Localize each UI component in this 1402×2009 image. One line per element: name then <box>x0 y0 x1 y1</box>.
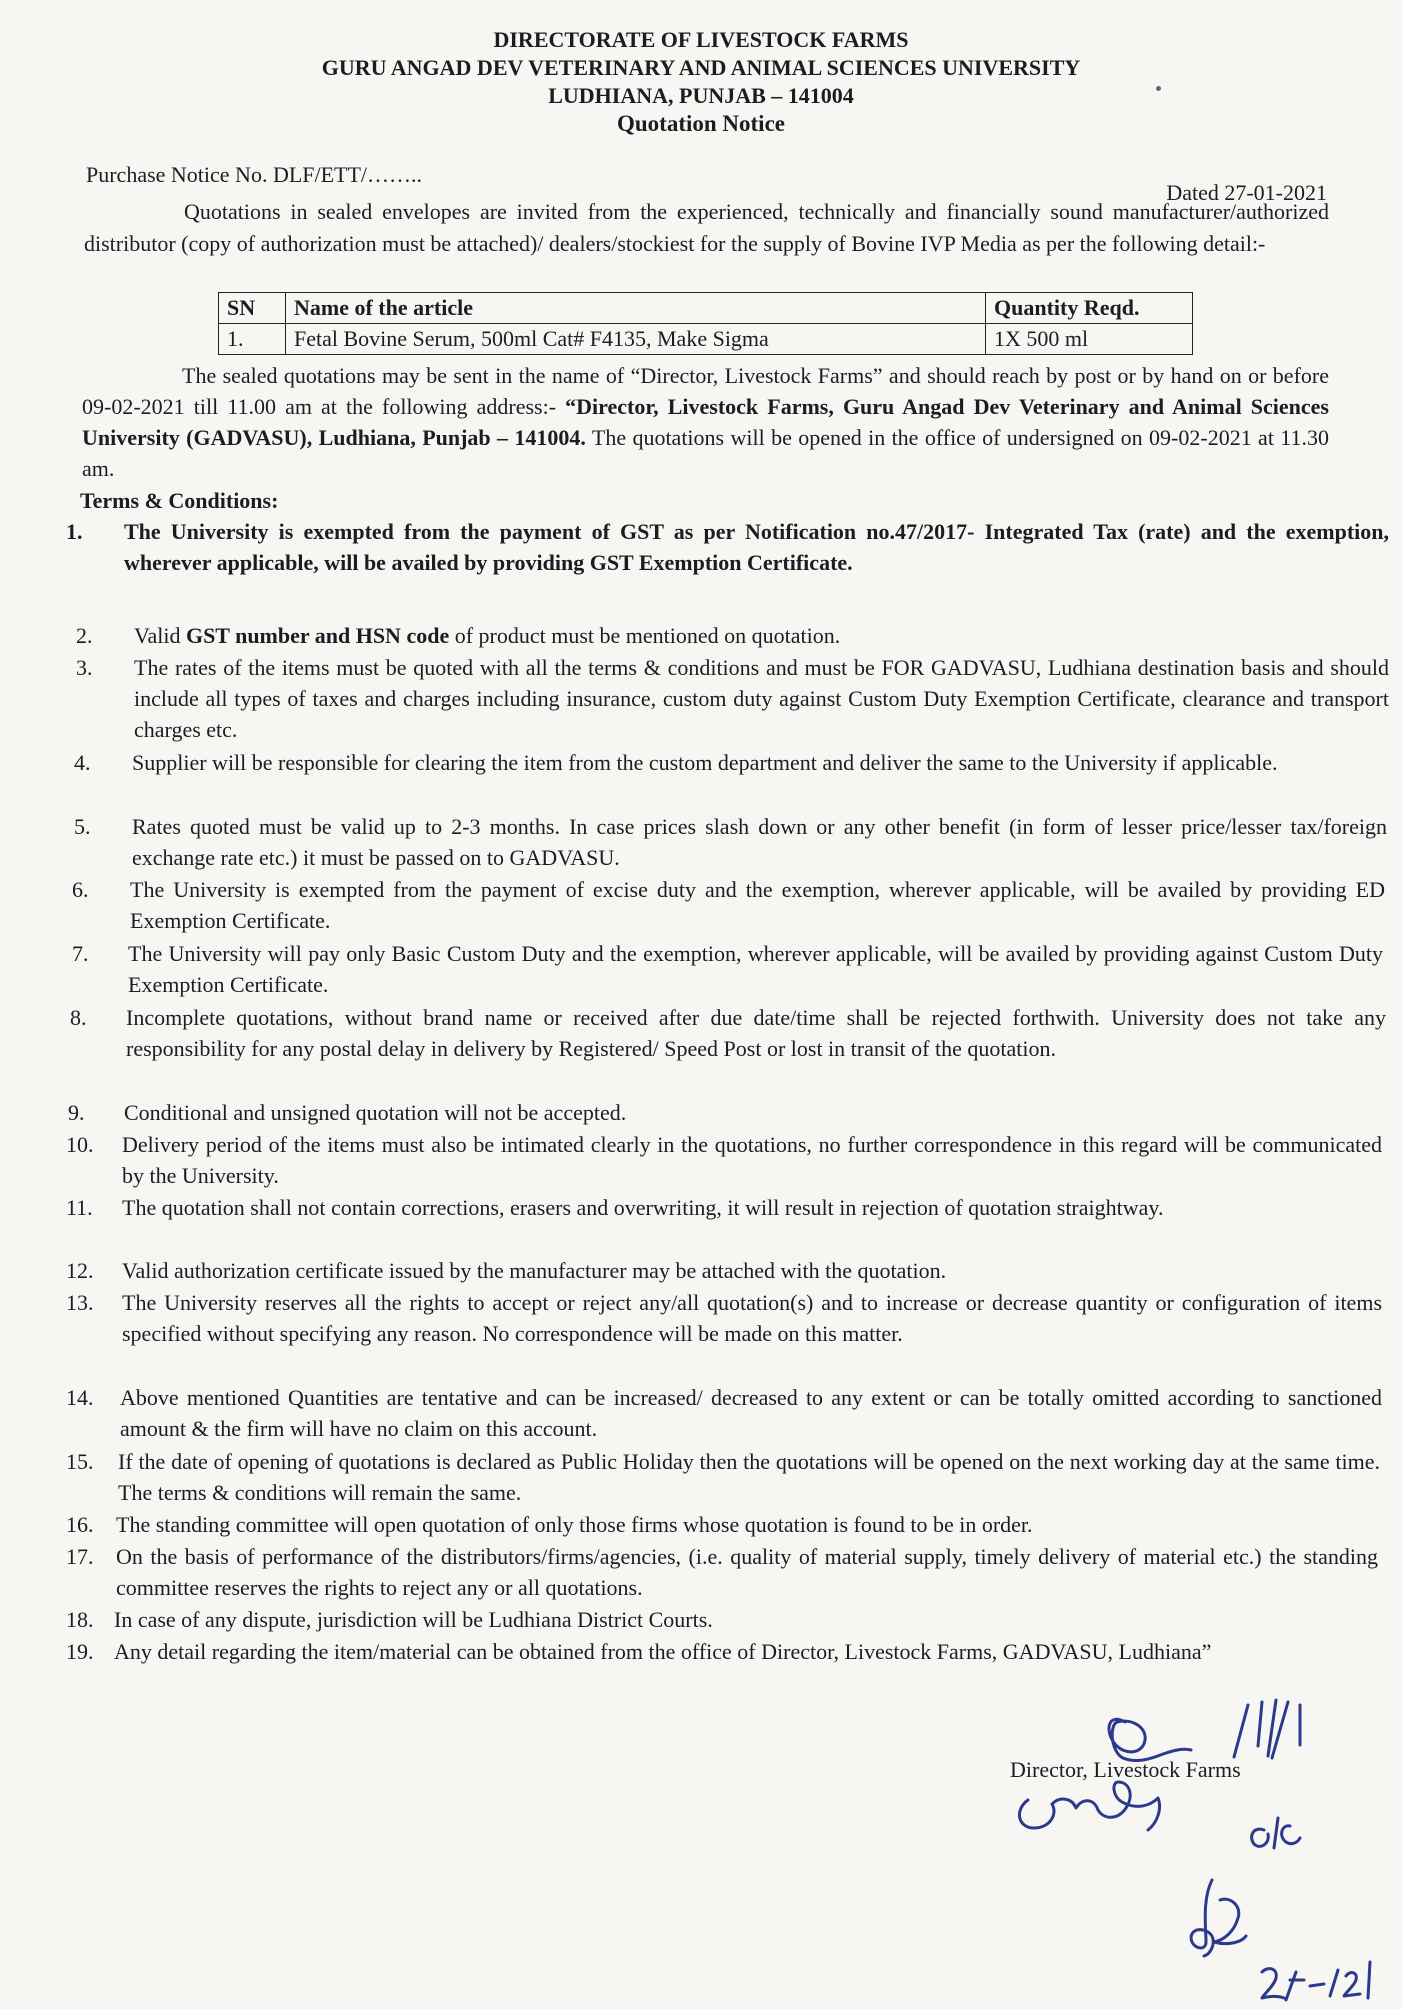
term-number: 2. <box>76 623 93 648</box>
term-number: 11. <box>66 1195 93 1220</box>
cell-quantity: 1X 500 ml <box>986 324 1193 355</box>
term-text: Valid authorization certificate issued by the manufacturer may be attached with the quotation. <box>122 1258 947 1283</box>
col-header-article: Name of the article <box>286 293 986 324</box>
term-text: Any detail regarding the item/material can be obtained from the office of Director, Livestock Farms, GADVASU, Ludhiana” <box>114 1639 1212 1664</box>
submission-text: The sealed quotations may be sent in the name of “Director, Livestock Farms” and should reach by post or by hand on or before 09-02-2021 till 11.00 am at the following address:- <box>82 363 1329 419</box>
term-text: Rates quoted must be valid up to 2-3 months. In case prices slash down or any other benefit (in form of lesser price/lesser tax/foreign exchange rate etc.) it must be passed on to GADVASU. <box>132 814 1387 870</box>
term-number: 19. <box>66 1639 94 1664</box>
term-number: 15. <box>66 1449 94 1474</box>
term-number: 14. <box>66 1385 94 1410</box>
date-mark-bottom <box>1262 1962 1370 2000</box>
term-text: The quotation shall not contain corrections, erasers and overwriting, it will result in rejection of quotation straightway. <box>122 1195 1164 1220</box>
term-number: 17. <box>66 1544 94 1569</box>
term-text-part: of product must be mentioned on quotation. <box>449 623 841 648</box>
terms-heading: Terms & Conditions: <box>80 488 279 513</box>
term-text: In case of any dispute, jurisdiction will be Ludhiana District Courts. <box>114 1607 713 1632</box>
term-text: The standing committee will open quotation of only those firms whose quotation is found to be in order. <box>116 1512 1033 1537</box>
term-text: The University is exempted from the payment of GST as per Notification no.47/2017- Integrated Tax (rate) and the exemption, wherever applicable, will be availed by providing GST Exemption Certificate. <box>124 519 1389 575</box>
cell-article: Fetal Bovine Serum, 500ml Cat# F4135, Make Sigma <box>286 324 986 355</box>
term-text-bold: GST number and HSN code <box>185 623 450 648</box>
signatory-title: Director, Livestock Farms <box>1010 1757 1241 1782</box>
term-text: Delivery period of the items must also be intimated clearly in the quotations, no further correspondence in this regard will be communicated by the University. <box>122 1132 1382 1188</box>
col-header-quantity: Quantity Reqd. <box>986 293 1193 324</box>
term-number: 9. <box>68 1100 85 1125</box>
term-number: 6. <box>72 877 89 902</box>
signature-loop <box>1109 1719 1191 1760</box>
directorate-title: DIRECTORATE OF LIVESTOCK FARMS <box>493 27 909 52</box>
term-number: 18. <box>66 1607 94 1632</box>
term-text: The University will pay only Basic Custom Duty and the exemption, wherever applicable, will be availed by providing against Custom Duty Exemption Certificate. <box>128 941 1383 997</box>
term-text: Supplier will be responsible for clearing the item from the custom department and deliver the same to the University if applicable. <box>132 750 1278 775</box>
signature-flourish <box>1191 1880 1246 1956</box>
notice-title: Quotation Notice <box>616 111 785 136</box>
submission-address: “Director, Livestock Farms, Guru Angad Dev Veterinary and Animal Sciences University (GADVASU), Ludhiana, Punjab – 141004. <box>82 394 1329 450</box>
date-mark-top <box>1234 1700 1300 1758</box>
cell-sn: 1. <box>219 324 286 355</box>
term-text: On the basis of performance of the distributors/firms/agencies, (i.e. quality of material supply, timely delivery of material etc.) the standing committee reserves the rights to reject any or all quotations. <box>116 1544 1378 1600</box>
university-name: GURU ANGAD DEV VETERINARY AND ANIMAL SCIENCES UNIVERSITY <box>321 55 1081 80</box>
term-number: 4. <box>74 750 91 775</box>
notice-date: Dated 27-01-2021 <box>1166 180 1327 205</box>
term-number: 3. <box>76 655 93 680</box>
university-address: LUDHIANA, PUNJAB – 141004 <box>548 83 854 108</box>
term-number: 5. <box>74 814 91 839</box>
term-text: Conditional and unsigned quotation will not be accepted. <box>124 1100 627 1125</box>
term-number: 8. <box>70 1005 87 1030</box>
term-number: 7. <box>72 941 89 966</box>
term-number: 1. <box>66 519 83 544</box>
col-header-sn: SN <box>219 293 286 324</box>
signature-scrawl <box>1019 1782 1159 1830</box>
term-text: The University is exempted from the payment of excise duty and the exemption, wherever applicable, will be availed by providing ED Exemption Certificate. <box>130 877 1385 933</box>
opening-text: The quotations will be opened in the office of undersigned on 09-02-2021 at 11.30 am. <box>82 425 1329 481</box>
term-number: 16. <box>66 1512 94 1537</box>
purchase-notice-number: Purchase Notice No. DLF/ETT/…….. <box>86 162 423 187</box>
term-number: 10. <box>66 1132 94 1157</box>
term-text: If the date of opening of quotations is declared as Public Holiday then the quotations will be opened on the next working day at the same time. The terms & conditions will remain the same. <box>118 1449 1380 1505</box>
term-number: 12. <box>66 1258 94 1283</box>
term-text-part: Valid <box>134 623 186 648</box>
intro-text: Quotations in sealed envelopes are invited from the experienced, technically and financially sound manufacturer/authorized distributor (copy of authorization must be attached)/ dealers/stockiest for the supply of Bovine IVP Media as per the following detail:- <box>84 199 1329 256</box>
term-number: 13. <box>66 1290 94 1315</box>
term-text: Incomplete quotations, without brand name or received after due date/time shall be rejected forthwith. University does not take any responsibility for any postal delay in delivery by Registered/ Speed Post or lost in transit of the quotation. <box>126 1005 1386 1061</box>
term-text: The rates of the items must be quoted with all the terms & conditions and must be FOR GADVASU, Ludhiana destination basis and should include all types of taxes and charges including insurance, custom duty against Custom Duty Exemption Certificate, clearance and transport charges etc. <box>134 655 1389 742</box>
term-text: The University reserves all the rights to accept or reject any/all quotation(s) and to increase or decrease quantity or configuration of items specified without specifying any reason. No correspondence will be made on this matter. <box>122 1290 1382 1346</box>
term-text: Above mentioned Quantities are tentative and can be increased/ decreased to any extent or can be totally omitted according to sanctioned amount & the firm will have no claim on this account. <box>120 1385 1382 1441</box>
initial-oc <box>1252 1818 1300 1848</box>
